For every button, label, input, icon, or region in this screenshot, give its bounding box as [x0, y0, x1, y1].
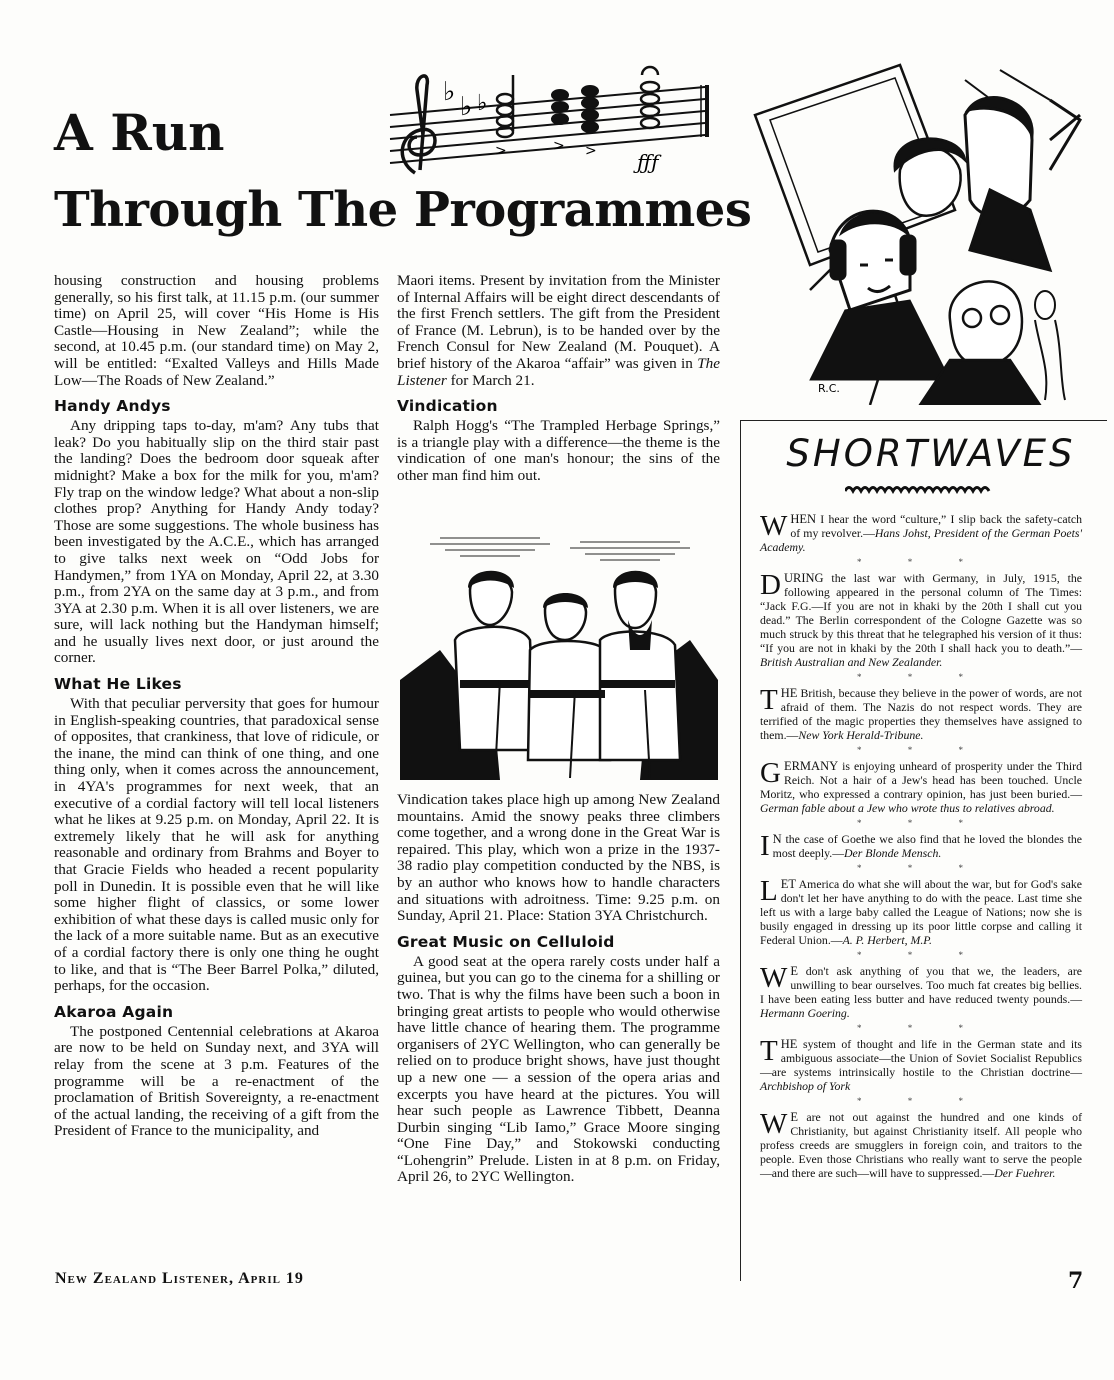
drop-cap: T [760, 1035, 778, 1067]
lead-word: E [790, 1110, 799, 1124]
paragraph-what-he-likes: With that peculiar perversity that goes for humour in English-speaking countries, that paradoxical sense of opposites, that crankiness, that love of ridicule, or the inane, the mind can think of one thing, and one thing only, when it comes across the announcement, in 4YA's programmes for next week, that an executive of a cordial factory will tell local listeners what he likes at 9.25 p.m. on Monday, April 22. It is extremely likely that he will ask for anything reasonable and ordinary from Brahms and Boyer to that Gracie Fields who headed a recent popularity poll in Dunedin. It is possible even that he will like some higher flight of classics, or some lower exhibition of what these days is called music only for the lack of a more suitable name. But as an executive of a cordial factory there is only one thing he ought to like, and that is “The Beer Barrel Polka,” diluted, perhaps, for the occasion. [54, 695, 379, 995]
shortwaves-item [760, 512, 1082, 554]
drop-cap: G [760, 757, 781, 789]
lead-word: ERMANY [783, 759, 839, 773]
footer-publication: New Zealand Listener, April 19 [55, 1270, 304, 1287]
svg-text:R.C.: R.C. [818, 382, 840, 395]
lead-word: E [790, 964, 799, 978]
svg-text:♭: ♭ [477, 91, 488, 116]
paragraph-intro: housing construction and housing problems generally, so his first talk, at 11.15 p.m. (our summer time) on April 25, will cover “His Home is His Castle—Housing in New Zealand”; while the second, at 10.45 p.m. (our standard time) on May 2, will be entitled: “Exalted Valleys and Hills Made Low—The Roads of New Zealand.” [54, 272, 379, 389]
quote-source: New York Herald-Tribune. [798, 728, 924, 742]
svg-text:♭: ♭ [443, 77, 456, 107]
title-line-2: Through The Programmes [54, 182, 752, 238]
shortwaves-item [760, 571, 1082, 669]
column-middle-bottom [397, 792, 720, 1186]
lead-word: URING [783, 571, 824, 585]
separator-stars: * * * [857, 818, 985, 828]
quote-text: don't ask anything of you that we, the leaders, are unwilling to bear ourselves. Too much fat creates big bellies. I have been eating less butter and have reduced twenty pounds.— [760, 964, 1082, 1006]
separator-stars: * * * [857, 557, 985, 567]
svg-text:>: > [495, 143, 507, 159]
svg-text:>: > [585, 143, 597, 159]
lead-word: HE [780, 686, 798, 700]
shortwaves-item [760, 1037, 1082, 1093]
column-left [54, 273, 379, 1140]
shortwaves-item [760, 686, 1082, 742]
quote-text: the case of Goethe we also find that he loved the blondes the most deeply.— [772, 832, 1082, 860]
quote-text: British, because they believe in the power of words, are not afraid of them. The Nazis do not respect words. They are terrified of the magic properties they themselves have assigned to them.— [760, 686, 1082, 742]
paragraph-handy-andys: Any dripping taps to-day, m'am? Any tubs that leak? Do you habitually slip on the third stair past the landing? Does the bedroom door squeak after midnight? Make a box for the milk for you, m'am? Fly trap on the window ledge? What about a non-slip clothes prop? Anything for Handy Andy today? Those are some suggestions. The whole business has been investigated by the A.C.E., which has arranged to give talks next week on “Odd Jobs for Handymen,” from 1YA on Monday, April 22, at 3.30 p.m., from 2YA on the same day at 3 p.m., and from 3YA at 2.30 p.m. When it is all over listeners, we are sure, will lack nothing but the Handyman himself; and he usually lives next door, or just around the corner. [54, 417, 379, 667]
drop-cap: W [760, 1108, 788, 1140]
separator-stars: * * * [857, 745, 985, 755]
shortwaves-item [760, 759, 1082, 815]
heading-what-he-likes: What He Likes [54, 675, 182, 694]
quote-source: German fable about a Jew who wrote thus to relatives abroad. [760, 801, 1055, 815]
shortwaves-column [760, 512, 1082, 1182]
separator-stars: * * * [857, 950, 985, 960]
drop-cap: W [760, 510, 788, 542]
paragraph-vindication: Ralph Hogg's “The Trampled Herbage Springs,” is a triangle play with a difference—the theme is the vindication of one man's honour; the sins of the other man find him out. [397, 417, 720, 484]
lead-word: HE [780, 1037, 798, 1051]
paragraph-vindication-caption: Vindication takes place high up among New Zealand mountains. Amid the snowy peaks three climbers come together, and a wrong done in the Great War is repaired. This play, which won a prize in the 1937-38 radio play competition conducted by the NBS, is by an author who knows how to handle characters and situations with adroitness. Time: 9.25 p.m. on Sunday, April 21. Place: Station 3YA Christchurch. [397, 791, 720, 925]
separator-stars: * * * [857, 1023, 985, 1033]
quote-text: I hear the word “culture,” I slip back the safety-catch of my revolver.— [790, 512, 1082, 540]
heading-great-music: Great Music on Celluloid [397, 932, 615, 951]
paragraph-great-music: A good seat at the opera rarely costs under half a guinea, but you can go to the cinema for a shilling or two. That is why the films have been such a boon in bringing great artists to people who would otherwise have little chance of hearing them. The programme organisers of 2YC Wellington, who can generally be relied on to produce bright shows, have just thought up a new one — a session of the opera arias and excerpts you have heard at the pictures. You will hear such people as Lawrence Tibbett, Deanna Durbin singing “Lib Iamo,” Grace Moore singing “One Fine Day,” and Stokowski conducting “Lohengrin” Prelude. Listen in at 8 p.m. on Friday, April 26, to 2YC Wellington. [397, 952, 720, 1186]
heading-handy-andys: Handy Andys [54, 397, 171, 416]
quote-text: system of thought and life in the German state and its ambiguous associate—the Union of Soviet Socialist Republics—are systems intrinsically hostile to the Christian doctrine— [760, 1037, 1082, 1079]
quote-source: A. P. Herbert, M.P. [842, 933, 932, 947]
shortwaves-title: SHORTWAVES [786, 432, 1076, 475]
paragraph-akaroa: The postponed Centennial celebrations at Akaroa are now to be held on Sunday next, and 3YA will relay from the scene at 3 p.m. Features of the programme will be a re-enactment of the proclamation of British Sovereignty, a re-enactment of the actual landing, the receiving of a gift from the President of France to the municipality, and [54, 1022, 379, 1140]
page-number: 7 [1068, 1268, 1084, 1294]
svg-text:♭: ♭ [460, 92, 473, 122]
quote-text: is enjoying unheard of prosperity under the Third Reich. Not a hair of a Jew's head has been touched. Uncle Moritz, who expressed a contrary opinion, has just been buried.— [760, 759, 1082, 801]
separator-stars: * * * [857, 1096, 985, 1106]
svg-text:ƒƒƒ: ƒƒƒ [637, 150, 659, 174]
lead-word: HEN [790, 512, 817, 526]
climbers-illustration [400, 530, 718, 780]
lead-word: N [772, 832, 782, 846]
drop-cap: D [760, 569, 781, 601]
paragraph-maori-items: Maori items. Present by invitation from the Minister of Internal Affairs will be eight direct descendants of the first French settlers. The gift from the President of France (M. Lebrun), is to be handed over by the French Consul for New Zealand (M. Pouquet). A brief history of the Akaroa “affair” was given in The Listener for March 21. [397, 272, 720, 389]
heading-vindication: Vindication [397, 397, 498, 416]
drop-cap: T [760, 684, 778, 716]
quote-source: Hermann Goering. [760, 1006, 850, 1020]
separator-stars: * * * [857, 863, 985, 873]
separator-stars: * * * [857, 672, 985, 682]
lead-word: ET [780, 877, 796, 891]
wave-ornament [845, 484, 993, 494]
quote-source: Archbishop of York [760, 1079, 851, 1093]
quote-text: are not out against the hundred and one kinds of Christianity, but against Christianity itself. All people who profess creeds are smugglers in foreign coin, and traitors to the people. Even those Christians who really want to serve the people—and there are such—will have to suppressed.— [760, 1110, 1082, 1180]
drop-cap: W [760, 962, 788, 994]
heading-akaroa-again: Akaroa Again [54, 1002, 174, 1021]
column-middle-top [397, 273, 720, 485]
shortwaves-item [760, 877, 1082, 947]
quote-source: Der Fuehrer. [994, 1166, 1056, 1180]
title-line-1: A Run [54, 103, 225, 162]
svg-text:>: > [553, 138, 565, 154]
quote-text: America do what she will about the war, but for God's sake don't let her have anything to do with the peace. Last time she left us with a large baby called the League of Nations; now she is busily engaged in dressing up its poor little corpse and calling it Federal Union.— [760, 877, 1082, 947]
quote-text: the last war with Germany, in July, 1915, the following appeared in the personal column of The Times: “Jack F.G.—If you are not in khaki by the 20th I shall cut you dead.” The Berlin correspondent of the Cologne Gazette was so much struck by this threat that he telegraphed his version of it thus: “If you are not in khaki by the 20th I shall hack you to death.”— [760, 571, 1082, 655]
quote-source: Der Blonde Mensch. [844, 846, 942, 860]
shortwaves-item [760, 832, 1082, 860]
shortwaves-item [760, 1110, 1082, 1180]
caricature-illustration [750, 60, 1100, 405]
music-staff-illustration [385, 65, 715, 175]
shortwaves-item [760, 964, 1082, 1020]
quote-source: Hans Johst, President of the German Poets' Academy. [760, 526, 1082, 554]
drop-cap: L [760, 875, 778, 907]
drop-cap: I [760, 830, 770, 862]
quote-source: British Australian and New Zealander. [760, 655, 943, 669]
